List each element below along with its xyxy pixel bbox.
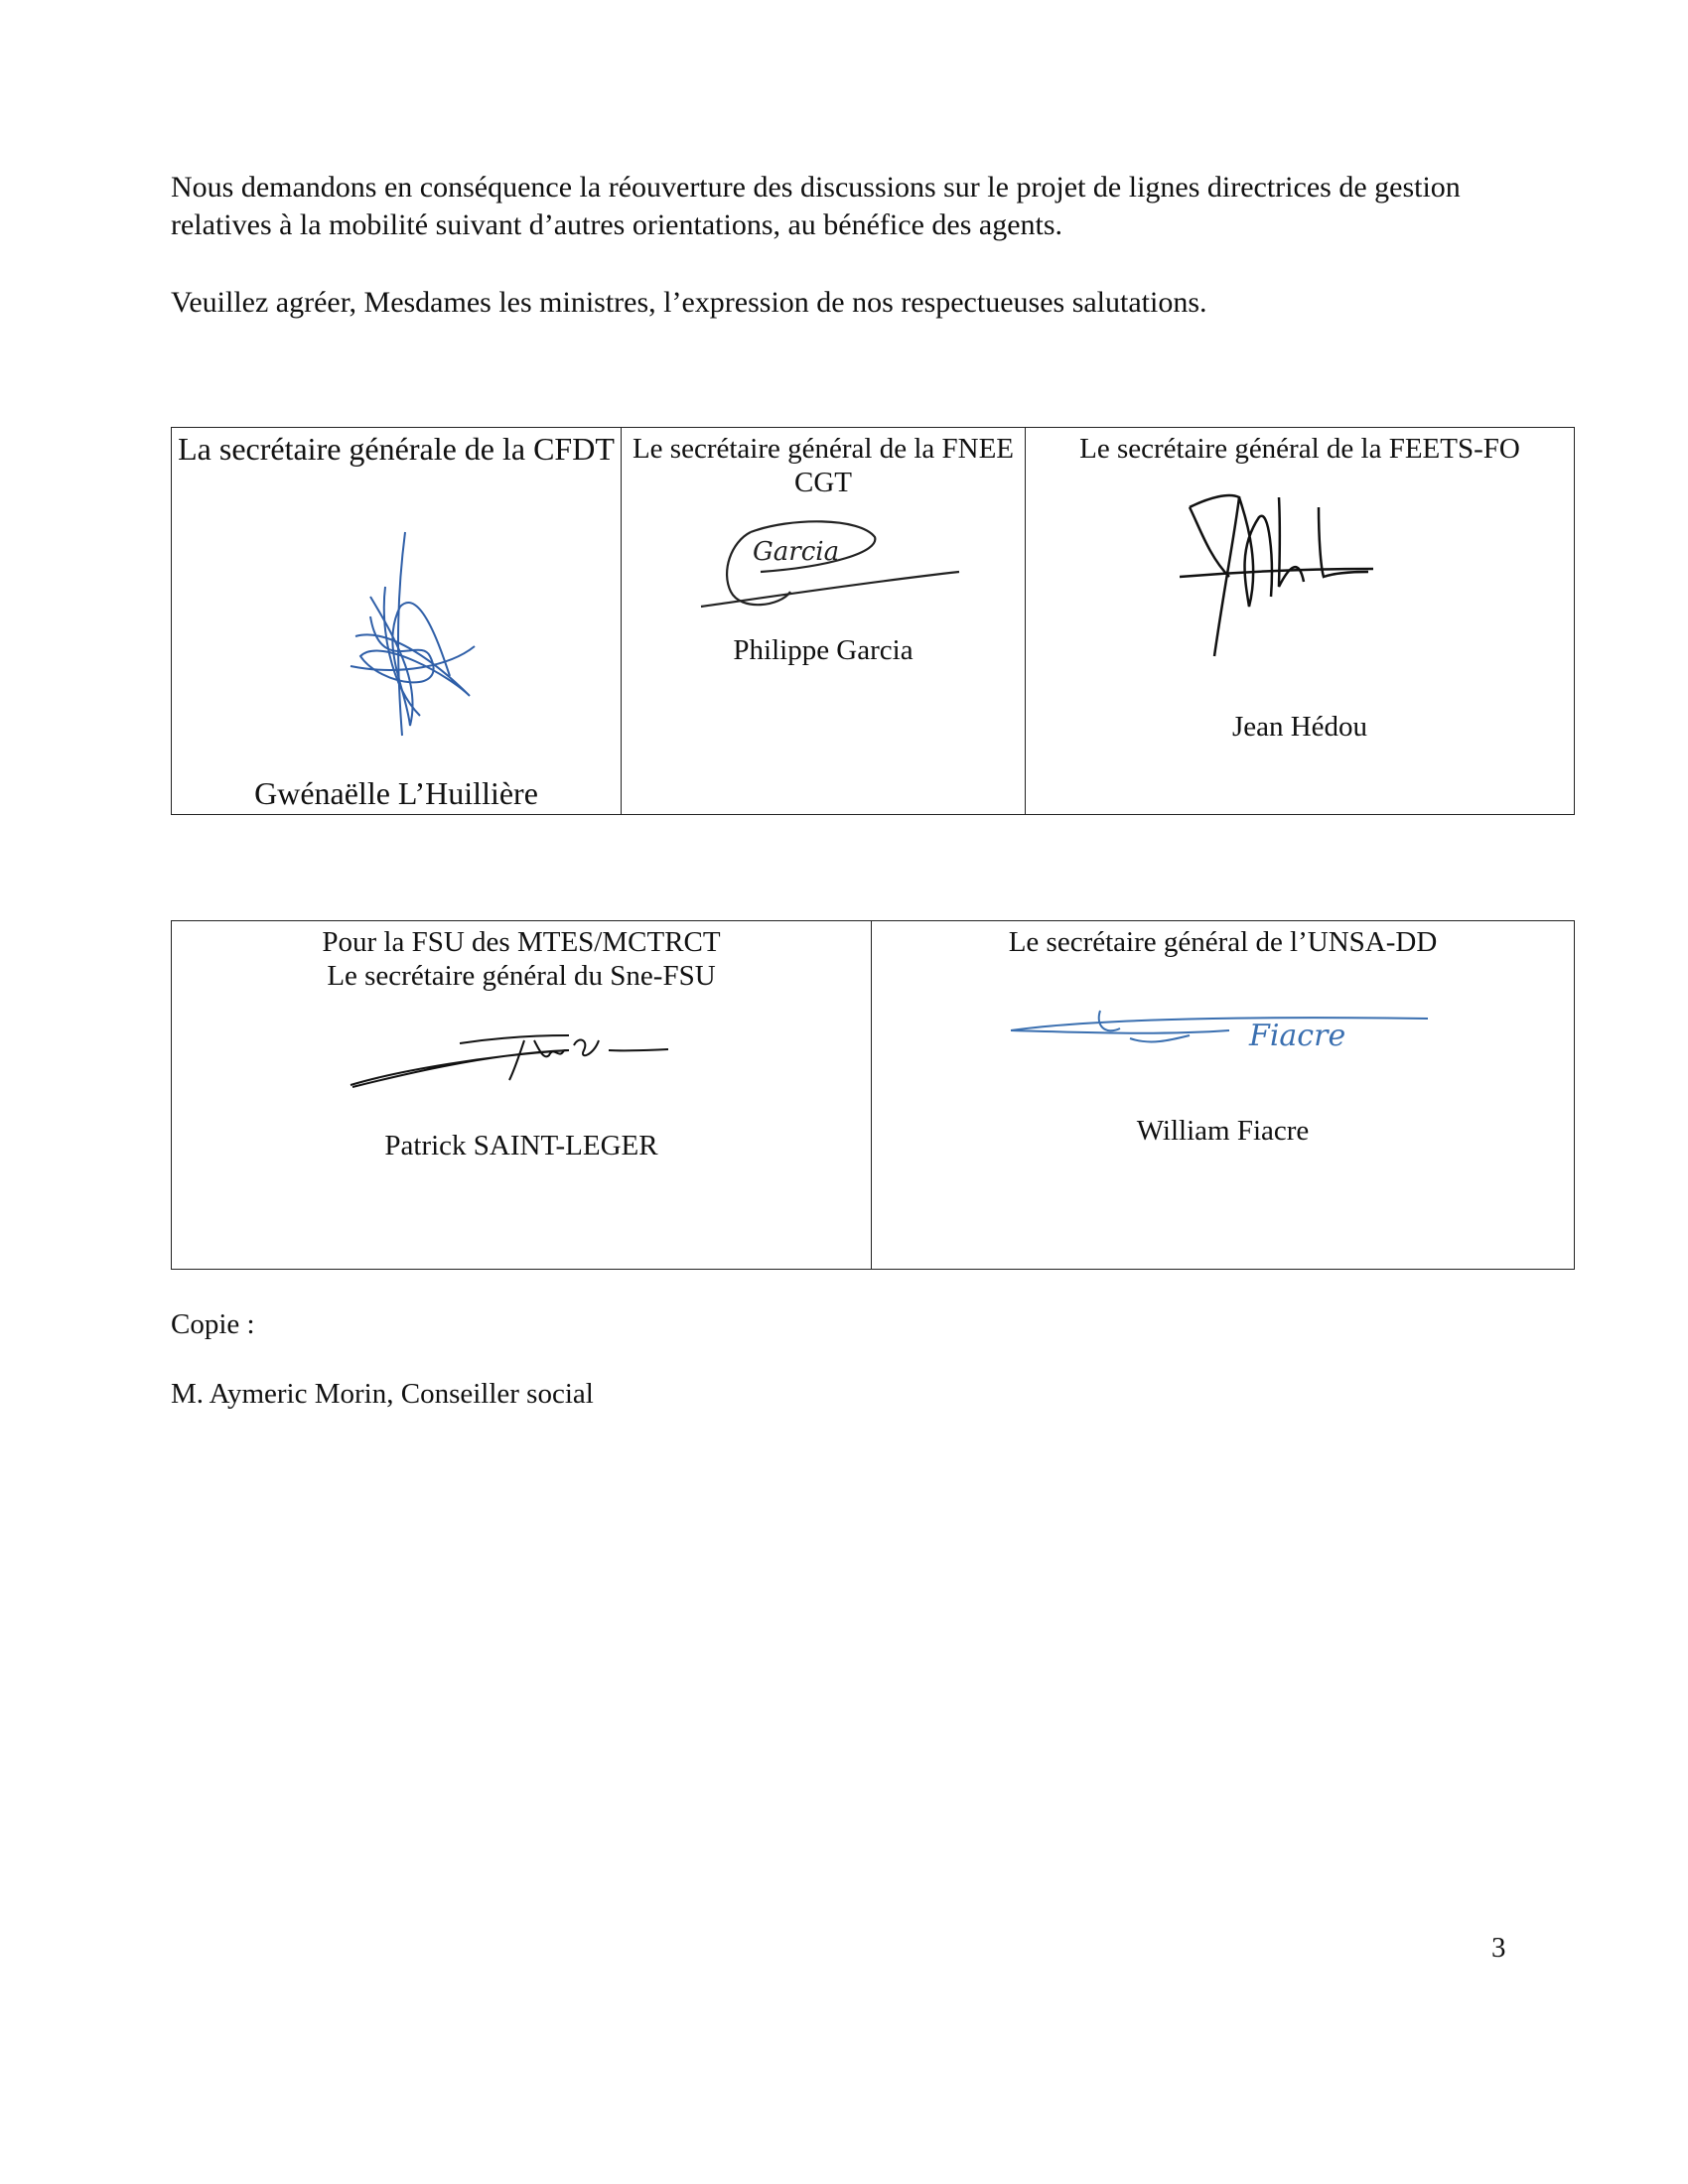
paragraph-closing-salutation: Veuillez agréer, Mesdames les ministres, l’expression de nos respectueuses salutations. (171, 286, 1207, 319)
signature-cell-fsu (172, 921, 872, 1270)
signatory-title-fsu (172, 921, 871, 993)
signature-cell-fnee-cgt (622, 428, 1026, 815)
signatory-title-fsu-line-1: Pour la FSU des MTES/MCTRCT (322, 926, 721, 958)
signature-unsa-dd-icon (1001, 1001, 1438, 1070)
signature-fnee-cgt-icon (691, 512, 969, 621)
signature-feets-fo-icon (1180, 478, 1378, 666)
signatory-name-cfdt: Gwénaëlle L’Huillière (254, 775, 538, 811)
signature-fsu-icon (341, 1016, 688, 1095)
signature-handwriting-garcia: Garcia (753, 537, 840, 567)
page-number: 3 (1491, 1932, 1506, 1964)
signature-cell-feets-fo (1026, 428, 1575, 815)
signature-handwriting-fiacre: Fiacre (1249, 1019, 1346, 1053)
signatory-title-fsu-line-2: Le secrétaire général du Sne-FSU (327, 960, 716, 992)
signatory-title-cfdt: La secrétaire générale de la CFDT (178, 431, 615, 467)
signature-cell-unsa-dd (872, 921, 1575, 1270)
signature-cfdt-icon (311, 527, 499, 746)
signatory-title-unsa-dd: Le secrétaire général de l’UNSA-DD (1008, 926, 1438, 958)
paragraph-reopening-request: Nous demandons en conséquence la réouverture des discussions sur le projet de lignes directrices de gestion relatives à la mobilité suivant d’autres orientations, au bénéfice des agents. (171, 171, 1461, 241)
signature-table-row-1 (171, 427, 1575, 815)
signatory-name-fnee-cgt: Philippe Garcia (733, 634, 914, 666)
signature-table-row-2 (171, 920, 1575, 1270)
signatory-title-fnee-cgt: Le secrétaire général de la FNEE CGT (632, 433, 1015, 498)
signatory-name-fsu: Patrick SAINT-LEGER (384, 1130, 658, 1161)
copy-label: Copie : (171, 1308, 255, 1340)
signatory-title-feets-fo: Le secrétaire général de la FEETS-FO (1079, 433, 1520, 465)
copy-recipient: M. Aymeric Morin, Conseiller social (171, 1378, 594, 1410)
signatory-name-unsa-dd: William Fiacre (1136, 1115, 1310, 1147)
signature-cell-cfdt (172, 428, 622, 815)
signatory-name-feets-fo: Jean Hédou (1231, 711, 1368, 743)
